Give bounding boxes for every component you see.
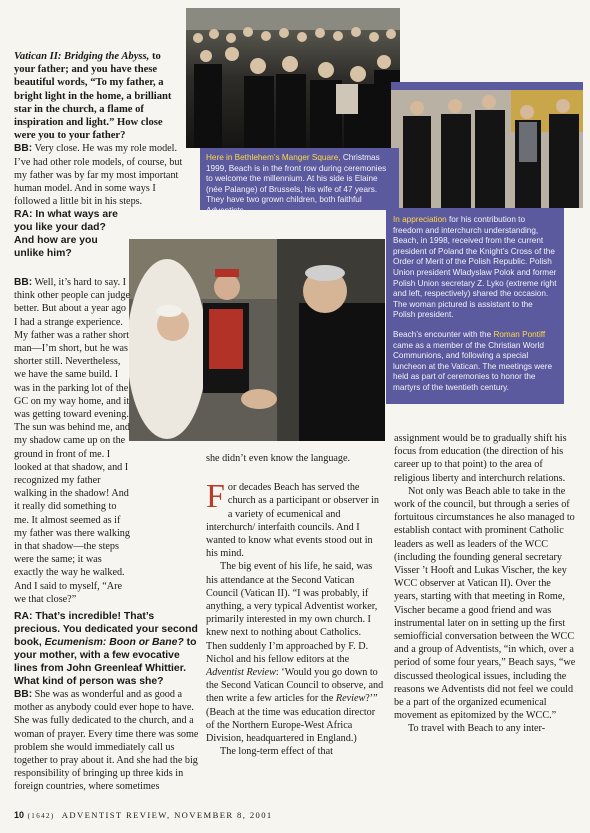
interview-answer (14, 688, 200, 794)
caption-text: came as a member of the Christian World Communions, and following a special luncheon at the Vatican. The meetings were held as part of ceremonies to honor the martyrs of the twentieth century. (393, 340, 552, 392)
drop-cap: F (206, 478, 225, 516)
article-left-column-body (14, 276, 130, 606)
caption-award (386, 208, 564, 404)
answer-text: She was as wonderful and as good a mother as anybody could ever hope to have. She was fully dedicated to the church, and a woman of prayer. Every time there was some problem she would immediately call us together to pray about it. And she had the big responsibility of bringing up three kids in foreign countries, where sometimes (14, 689, 199, 793)
answer-text: Very close. He was my role model. I’ve had other role models, of course, but my father was by far my most important human model. And in some ways I followed a little bit in his steps. (14, 143, 183, 208)
speaker-label: RA: (14, 611, 33, 622)
body-text: ?’” (Beach at the time was education director of the Northern Europe-West Africa Division, headquartered in England.) (206, 693, 378, 745)
interview-question (14, 208, 122, 260)
interview-answer (14, 142, 184, 208)
answer-text: Well, it’s hard to say. I think other people can judge better. But about a year ago I had a strange experience. My father was a rather short man—I’m short, but he was shorter still. Nevertheless, we have the same build. I was in the parking lot of the GC on my way home, and it was getting toward evening. The sun was behind me, and my shadow came up on the ground in front of me. I looked at that shadow, and I recognized my father walking in the shadow! And it really did something to me. It almost seemed as if my father was there walking in that shadow—the steps were the same; it was exactly the way he walked. And I said to myself, “Are we that close?” (14, 277, 130, 605)
speaker-label: RA: (14, 209, 33, 221)
article-left-column-bottom (14, 610, 200, 794)
body-paragraph (206, 560, 384, 745)
photo-bethlehem-crowd (186, 8, 400, 148)
speaker-label: BB: (14, 689, 33, 700)
book-title: Vatican II: Bridging the Abyss, (14, 51, 150, 62)
body-text: or decades Beach has served the church as a participant or observer in a variety of ecumenical and interchurch/ interfaith councils. And I wanted to know what events stood out in his mind. (206, 482, 379, 560)
body-paragraph: To travel with Beach to any inter- (408, 723, 546, 735)
issue-number: (1642) (27, 812, 55, 820)
article-middle-column (206, 452, 384, 758)
book-title: Ecumenism: Boon or Bane? (44, 637, 184, 648)
body-text: : ‘Would you go down to the Second Vatican Council to observe, and then write a few articles for the (206, 667, 384, 705)
caption-highlight: Roman Pontiff (493, 329, 546, 339)
body-text: The big event of his life, he said, was his attendance at the Second Vatican Council (Vatican II). “I was probably, if anything, a very typical Adventist worker, primarily interested in my own church. I knew next to nothing about Catholics. Then suddenly I’m approached by F. D. Nichol and his fellow editors at the (206, 561, 378, 665)
photo-pope-meeting (129, 239, 385, 441)
interview-question (14, 50, 184, 142)
caption-text: Christmas 1999, Beach is in the front row during ceremonies to welcome the millennium. At his side is Elaine (née Palange) of Brussels, his wife of 47 years. They have two grown children, both faithful Adventists. (206, 153, 387, 215)
page-footer (14, 810, 273, 820)
caption-text: for his contribution to freedom and interchurch understanding, Beach, in 1998, received from the current president of Poland the Knight’s Cross of the Order of Merit of the Polish Republic. Polish Union president Wladyslaw Polok and former Polish Union secretary Z. Lyko (extreme right and left, respectively) shared the occasion. The woman pictured is assistant to the Polish president. (393, 215, 557, 320)
interview-question (14, 610, 200, 688)
magazine-title: Review (335, 693, 366, 705)
body-paragraph: assignment would be to gradually shift his focus from education (the direction of his career up to that point) to the area of religious liberty and interchurch relations. (394, 433, 567, 484)
magazine-footer: ADVENTIST REVIEW, NOVEMBER 8, 2001 (61, 810, 273, 820)
article-left-column (14, 50, 184, 260)
question-text: to your mother, with a few evocative lines from John Greenleaf Whittier. What kind of person was she? (14, 637, 197, 687)
body-paragraph (206, 478, 384, 560)
question-text: to your father; and you have these beautiful words, “To my father, a bright light in the home, a brilliant star in the church, a flame of inspiration and light.” How close were you to your father? (14, 51, 172, 142)
question-text: In what ways are you like your dad? And how are you unlike him? (14, 209, 118, 260)
page-number: 10 (14, 810, 25, 820)
caption-highlight: Here in Bethlehem’s Manger Square, (206, 153, 341, 162)
body-paragraph: she didn’t even know the language. (206, 453, 351, 464)
magazine-title: Adventist Review (206, 667, 276, 679)
speaker-label: BB: (14, 277, 33, 288)
speaker-label: BB: (14, 143, 33, 155)
caption-highlight: In appreciation (393, 215, 447, 224)
interview-answer (14, 276, 130, 606)
caption-text: Beach’s encounter with the (393, 329, 494, 339)
body-paragraph: Not only was Beach able to take in the work of the council, but through a series of fortuitous circumstances he also managed to establish contact with prominent Catholic leaders as well as leaders of the WCC (including the founding general secretary Visser ’t Hooft and Lukas Vischer, the key WCC observer at Vatican II). Over the years, starting with that meeting in Rome, Vischer became a good friend and was instrumental later on in setting up the first semiofficial conversation between the WCC and a group of Adventists, “in which, over a period of some four years,” Beach says, “we discussed theological issues, including the reasons we Adventists did not feel we could be a part of the organized ecumenical movement as epitomized by the WCC.” (394, 485, 576, 722)
article-right-column (394, 432, 576, 736)
photo-award-ceremony (391, 82, 583, 208)
body-paragraph: The long-term effect of that (220, 746, 333, 758)
question-text: That’s incredible! That’s precious. You dedicated your second book, (14, 611, 198, 648)
caption-bethlehem (200, 148, 399, 215)
